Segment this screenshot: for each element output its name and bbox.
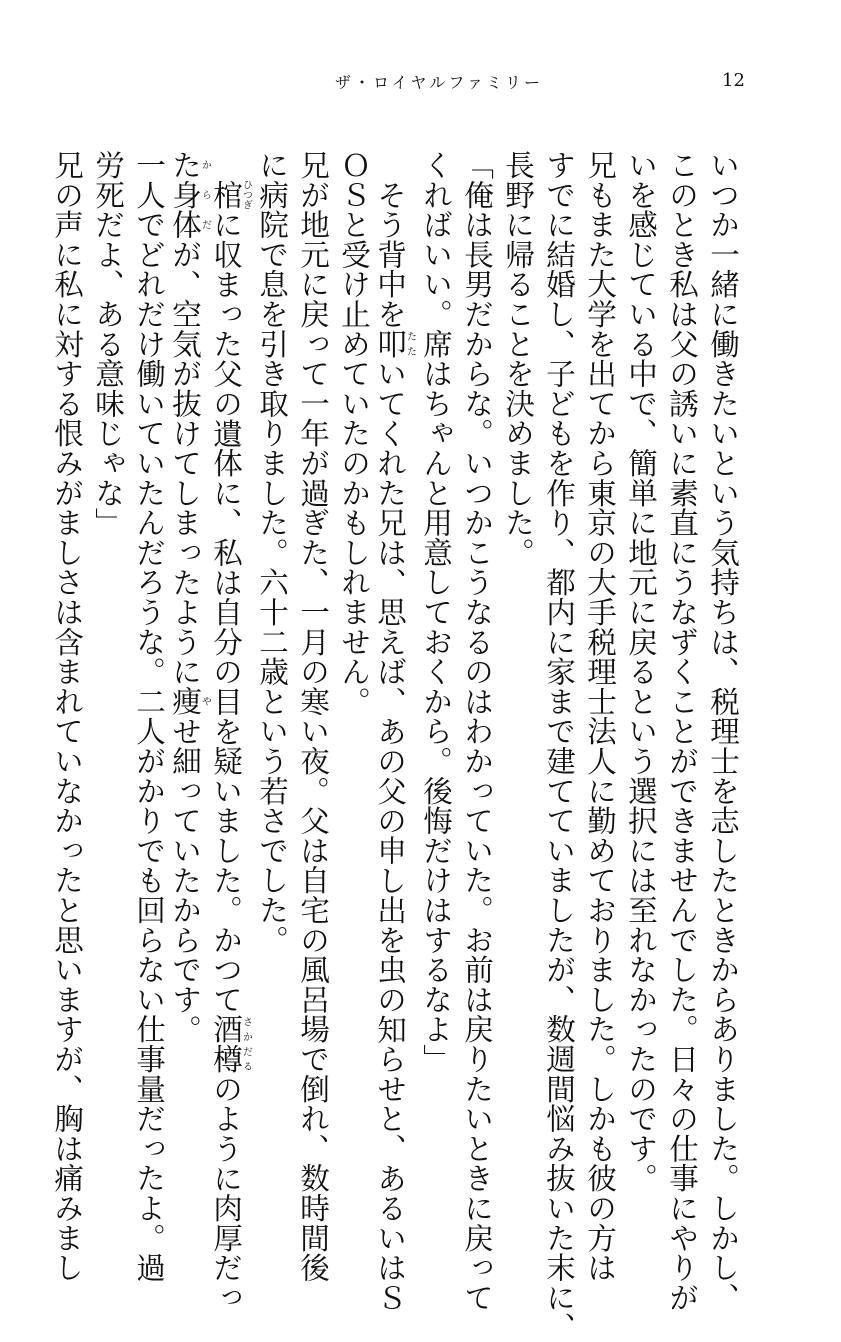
ruby-base: た身体 — [168, 150, 202, 240]
text-line: すでに結婚し、子どもを作り、都内に家まで建てていましたが、数週間悩み抜いた末に、 — [542, 150, 576, 1342]
ruby-reading: さかだる — [240, 1014, 252, 1074]
ruby-base: 痩 — [168, 686, 202, 717]
text-segment: に収まった父の遺体に、私は自分の目を疑いました。かつて — [209, 209, 243, 1015]
text-line: くればいい。席はちゃんと用意しておくから。後悔だけはするなよ」 — [419, 150, 453, 1074]
ruby-word — [168, 686, 211, 717]
text-line — [209, 150, 252, 1313]
text-line: ＯＳと受け止めていたのかもしれません。 — [337, 150, 371, 717]
text-line: いを感じている中で、簡単に地元に戻るという選択には至れなかったのです。 — [624, 150, 658, 1193]
ruby-word — [168, 150, 211, 240]
text-line — [373, 150, 416, 1313]
ruby-word — [209, 1014, 252, 1074]
text-line: 「俺は長男だからな。いつかこうなるのはわかっていた。お前は戻りたいときに戻って — [460, 150, 494, 1313]
text-line — [293, 150, 333, 1283]
text-line: いつか一緒に働きたいという気持ちは、税理士を志したときからありました。しかし、 — [706, 150, 740, 1313]
ruby-reading: や — [199, 686, 211, 717]
ruby-reading: たた — [404, 328, 416, 359]
running-title: ザ・ロイヤルファミリー — [335, 73, 544, 92]
ruby-word — [209, 179, 252, 210]
text-line: に病院で息を引き取りました。六十二歳という若さでした。 — [255, 150, 289, 955]
text-segment: 一人でどれだけ働いていたんだろうな。二人がかりでも回らない仕事量だったよ。過 — [132, 150, 166, 1283]
ruby-base: 叩 — [373, 328, 407, 359]
ruby-base: 棺 — [209, 179, 243, 210]
text-line — [129, 150, 169, 1283]
text-line: このとき私は父の誘いに素直にうなずくことができませんでした。日々の仕事にやりが — [665, 150, 699, 1313]
ruby-word — [373, 328, 416, 359]
ruby-reading: からだ — [199, 150, 211, 240]
text-segment: が、空気が抜けてしまったように — [168, 239, 202, 687]
text-line: 兄の声に私に対する恨みがましさは含まれていなかったと思いますが、胸は痛みまし — [50, 150, 84, 1283]
ruby-base: 酒樽 — [209, 1014, 243, 1074]
ruby-reading: ひつぎ — [240, 179, 252, 210]
text-line: 長野に帰ることを決めました。 — [501, 150, 535, 568]
text-segment: そう背中を — [373, 150, 407, 329]
text-segment: いてくれた兄は、思えば、あの父の申し出を虫の知らせと、あるいはＳ — [373, 358, 407, 1313]
text-segment — [209, 150, 243, 180]
text-line — [170, 150, 210, 1110]
text-segment: 労死だよ、ある意味じゃな」 — [91, 150, 125, 538]
text-segment: せ細っていたからです。 — [168, 716, 202, 1045]
page-number: 12 — [722, 70, 745, 91]
text-segment: のように肉厚だっ — [209, 1073, 243, 1313]
text-line: 兄もまた大学を出てから東京の大手税理士法人に勤めておりました。しかも彼の方は — [583, 150, 617, 1283]
text-segment: 兄が地元に戻って一年が過ぎた、一月の寒い夜。父は自宅の風呂場で倒れ、数時間後 — [296, 150, 330, 1283]
text-line — [88, 150, 128, 1110]
